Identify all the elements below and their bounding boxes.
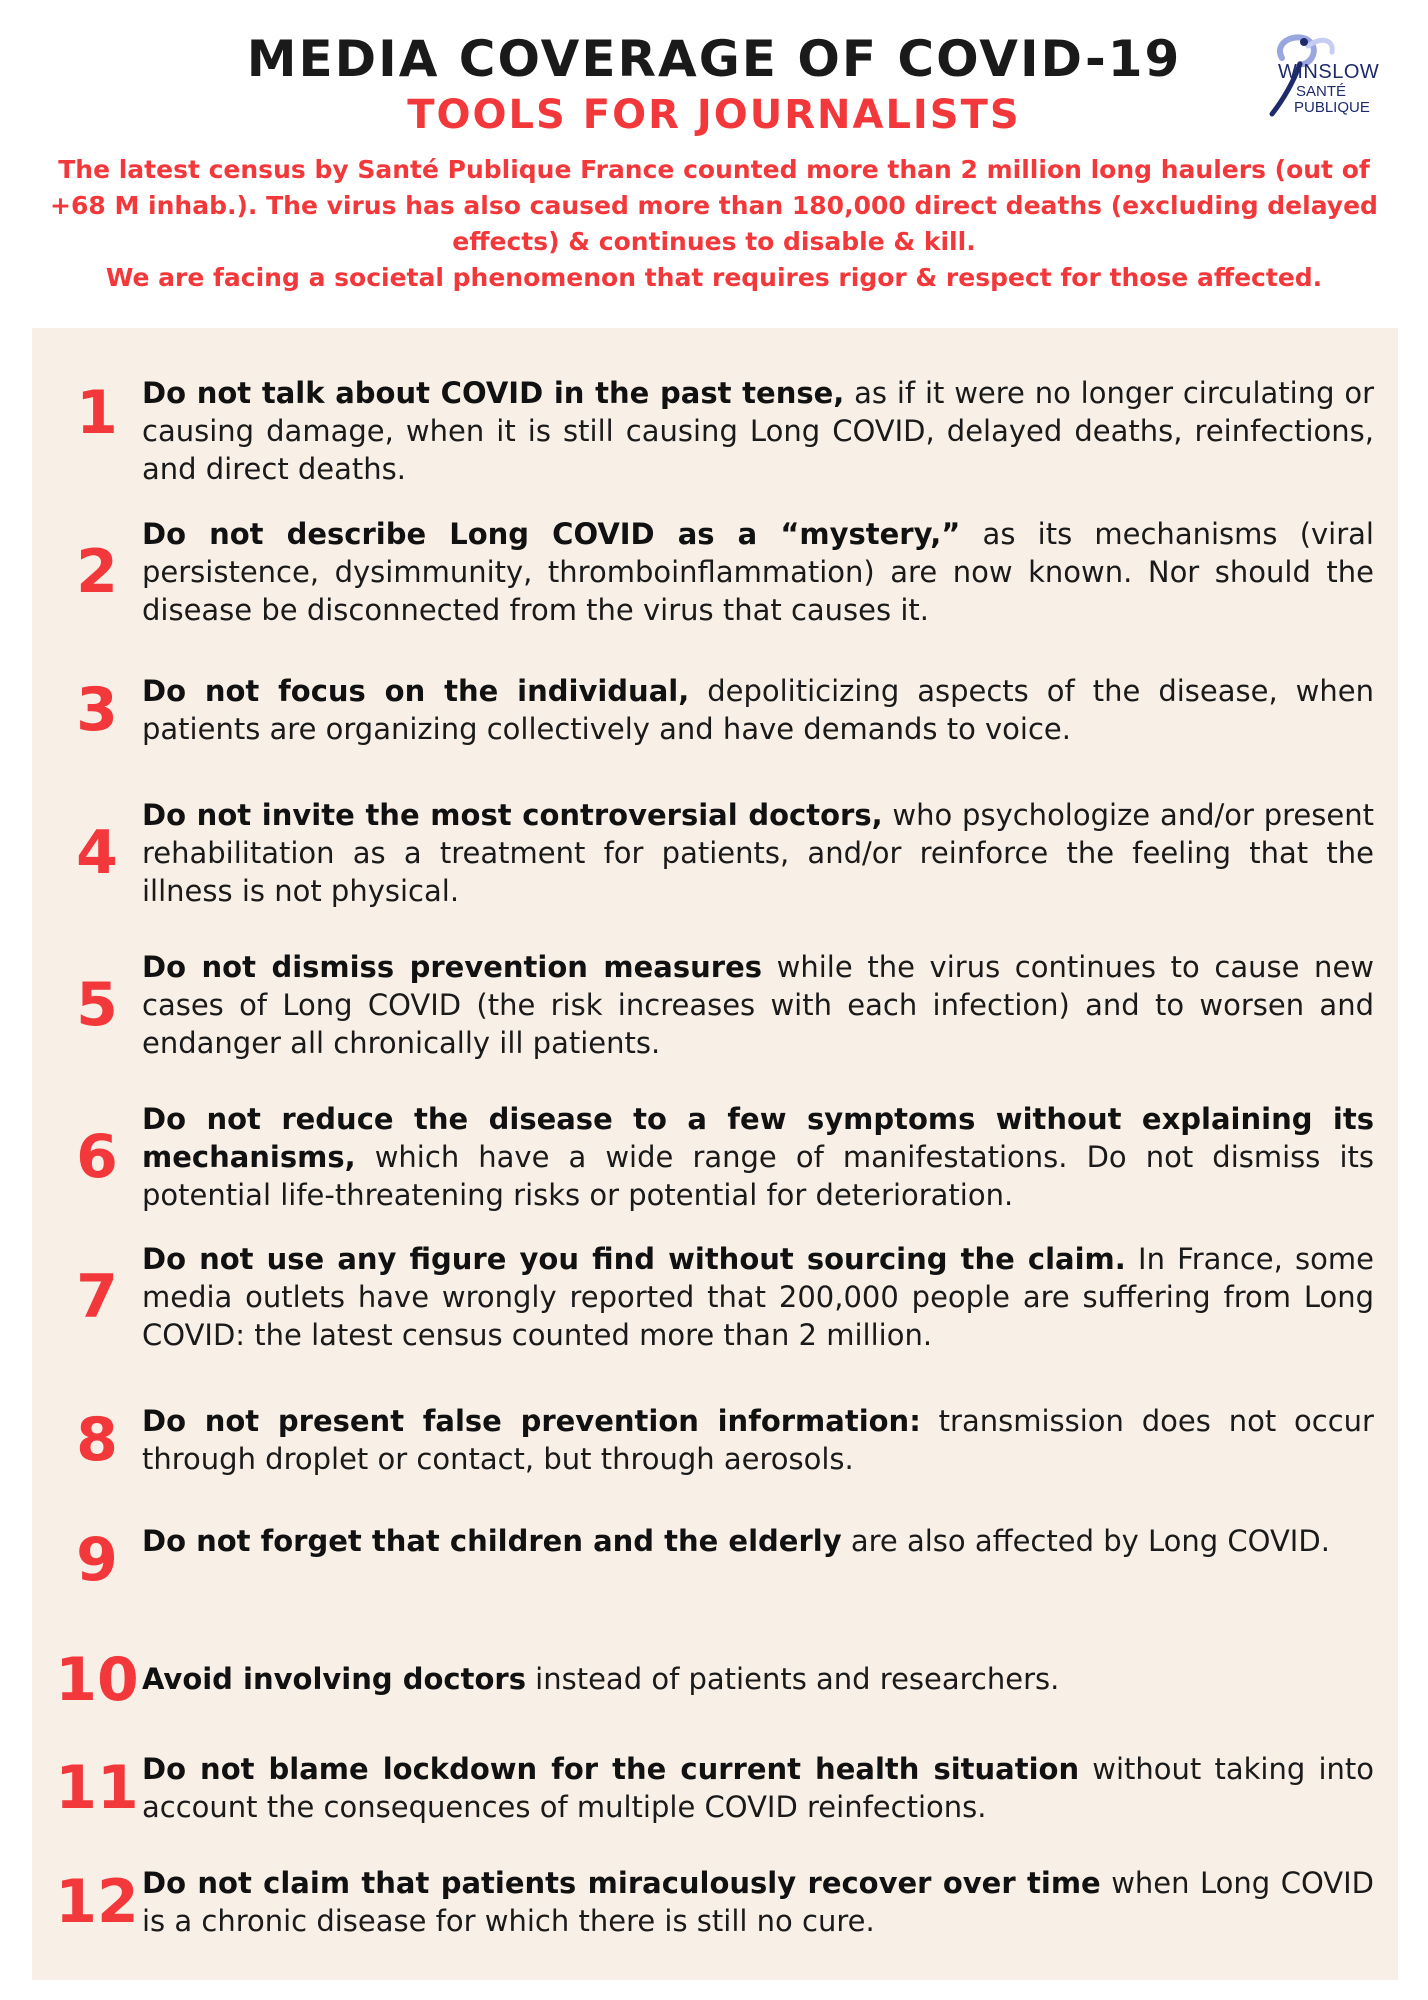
item-text xyxy=(142,374,1374,488)
item-text xyxy=(142,1522,1374,1560)
item-bold: Do not describe Long COVID as a “mystery,” xyxy=(142,517,961,551)
item-number: 8 xyxy=(76,1405,118,1475)
item-number: 5 xyxy=(76,970,118,1040)
item-bold: Do not invite the most controversial doctors, xyxy=(142,798,883,832)
list-item xyxy=(32,946,1398,1064)
item-text xyxy=(142,1100,1374,1214)
item-number: 9 xyxy=(76,1525,118,1595)
item-rest: instead of patients and researchers. xyxy=(525,1662,1060,1696)
item-number: 7 xyxy=(76,1262,118,1332)
item-number: 6 xyxy=(76,1122,118,1192)
item-bold: Do not dismiss prevention measures xyxy=(142,950,763,984)
item-rest: while the virus continues to cause new cases of Long COVID (the risk increases with each infection) and to worsen and endanger all chronically ill patients. xyxy=(142,950,1374,1060)
page-title: MEDIA COVERAGE OF COVID-19 xyxy=(246,30,1182,88)
item-bold: Do not claim that patients miraculously recover over time xyxy=(142,1866,1101,1900)
list-item xyxy=(32,354,1398,486)
item-number: 12 xyxy=(55,1867,139,1937)
item-text xyxy=(142,1660,1374,1698)
item-rest: which have a wide range of manifestations. Do not dismiss its potential life-threatening risks or potential for deterioration. xyxy=(142,1140,1374,1212)
item-bold: Do not present false prevention information: xyxy=(142,1404,921,1438)
item-rest: when Long COVID is a chronic disease for which there is still no cure. xyxy=(142,1866,1374,1938)
list-item xyxy=(32,1748,1398,1828)
list-item xyxy=(32,1862,1398,1942)
rules-panel xyxy=(32,328,1398,1980)
item-text xyxy=(142,1402,1374,1478)
page-subtitle: TOOLS FOR JOURNALISTS xyxy=(407,92,1021,138)
logo-line-3: PUBLIQUE xyxy=(1294,99,1370,116)
item-rest: depoliticizing aspects of the disease, when patients are organizing collectively and have demands to voice. xyxy=(142,674,1374,746)
item-bold: Avoid involving doctors xyxy=(142,1662,526,1696)
item-rest: as its mechanisms (viral persistence, dysimmunity, thromboinflammation) are now known. Nor should the disease be disconnected from the virus that causes it. xyxy=(142,517,1374,627)
item-text xyxy=(142,948,1374,1062)
item-rest: In France, some media outlets have wrongly reported that 200,000 people are suffering from Long COVID: the latest census counted more than 2 million. xyxy=(142,1242,1374,1352)
item-number: 11 xyxy=(55,1753,139,1823)
item-number: 3 xyxy=(76,675,118,745)
intro-paragraph: We are facing a societal phenomenon that requires rigor & respect for those affected. xyxy=(105,263,1323,292)
list-item xyxy=(32,513,1398,631)
intro-text xyxy=(30,152,1398,296)
item-bold: Do not focus on the individual, xyxy=(142,674,690,708)
item-number: 10 xyxy=(55,1645,139,1715)
item-text xyxy=(142,1750,1374,1826)
item-bold: Do not blame lockdown for the current health situation xyxy=(142,1752,1080,1786)
item-text xyxy=(142,796,1374,910)
item-text xyxy=(142,1240,1374,1354)
logo-line-1: WINSLOW xyxy=(1278,61,1380,83)
list-item xyxy=(32,1640,1398,1720)
item-number: 2 xyxy=(76,537,118,607)
intro-paragraph: The latest census by Santé Publique France counted more than 2 million long haulers (out of +68 M inhab.). The virus has also caused more than 180,000 direct deaths (excluding delayed effects) & continues to disable & kill. xyxy=(50,155,1378,256)
item-bold: Do not forget that children and the elderly xyxy=(142,1524,842,1558)
list-item xyxy=(32,670,1398,750)
item-text xyxy=(142,1864,1374,1940)
item-rest: as if it were no longer circulating or causing damage, when it is still causing Long COVID, delayed deaths, reinfections, and direct deaths. xyxy=(142,376,1374,486)
winslow-logo xyxy=(1242,30,1392,130)
list-item xyxy=(32,1238,1398,1356)
item-text xyxy=(142,672,1374,748)
item-bold: Do not talk about COVID in the past tense, xyxy=(142,376,845,410)
item-rest: who psychologize and/or present rehabilitation as a treatment for patients, and/or reinforce the feeling that the illness is not physical. xyxy=(142,798,1374,908)
list-item xyxy=(32,1400,1398,1480)
item-rest: are also affected by Long COVID. xyxy=(841,1524,1330,1558)
item-number: 4 xyxy=(76,818,118,888)
logo-line-2: SANTÉ xyxy=(1296,83,1347,100)
item-number: 1 xyxy=(76,378,118,448)
item-text xyxy=(142,515,1374,629)
list-item xyxy=(32,794,1398,912)
item-bold: Do not reduce the disease to a few symptoms without explaining its mechanisms, xyxy=(142,1102,1374,1174)
list-item xyxy=(32,1098,1398,1216)
item-bold: Do not use any figure you find without sourcing the claim. xyxy=(142,1242,1126,1276)
item-rest: without taking into account the consequences of multiple COVID reinfections. xyxy=(142,1752,1374,1824)
item-rest: transmission does not occur through droplet or contact, but through aerosols. xyxy=(142,1404,1374,1476)
list-item xyxy=(32,1520,1398,1600)
